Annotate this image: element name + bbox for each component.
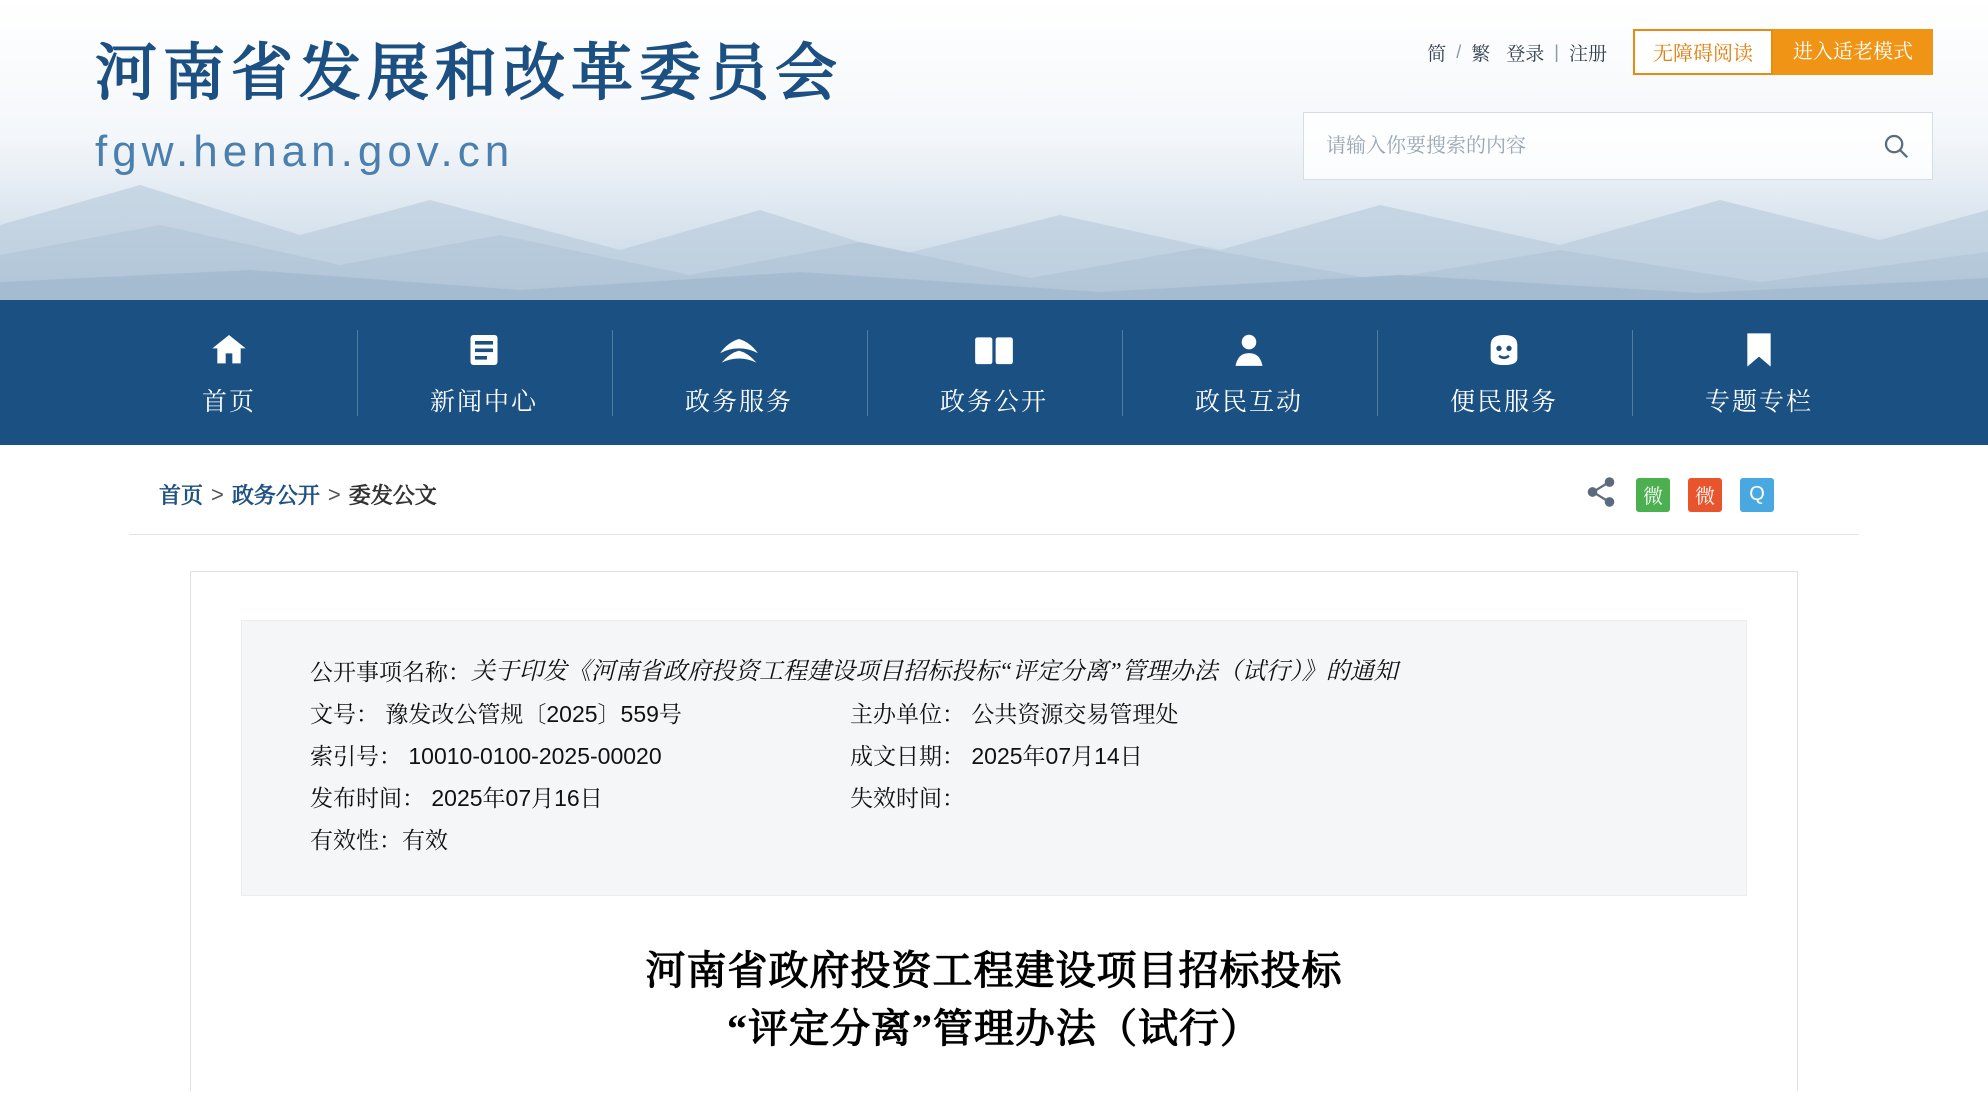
- nav-label-special-column: 专题专栏: [1704, 387, 1813, 416]
- meta-value-name: 关于印发《河南省政府投资工程建设项目招标投标“评定分离”管理办法（试行）》的通知: [471, 659, 1398, 685]
- doc-title-line-2: “评定分离”管理办法（试行）: [727, 1006, 1261, 1051]
- meta-label-written-date: 成文日期：: [850, 743, 965, 769]
- nav-label-gov-open: 政务公开: [939, 387, 1048, 416]
- smile-face-icon: [1484, 328, 1524, 372]
- meta-label-name: 公开事项名称：: [310, 659, 471, 685]
- meta-row-docno-host: [310, 693, 1678, 735]
- news-icon: [466, 328, 502, 372]
- meta-value-validity: 有效: [402, 827, 448, 853]
- open-book-icon: [972, 328, 1016, 372]
- share-wechat-icon[interactable]: 微: [1636, 478, 1670, 512]
- meta-label-expire: 失效时间：: [850, 785, 965, 811]
- elder-mode-button[interactable]: 进入适老模式: [1773, 29, 1933, 75]
- site-title: 河南省发展和改革委员会: [95, 39, 844, 108]
- nav-item-gov-service[interactable]: [612, 318, 867, 428]
- search-button[interactable]: [1860, 113, 1932, 179]
- breadcrumb-separator-2: >: [327, 481, 341, 507]
- meta-label-publish: 发布时间：: [310, 785, 425, 811]
- breadcrumb-item-home[interactable]: 首页: [159, 483, 204, 508]
- meta-cell-written-date: [850, 735, 1143, 777]
- meta-cell-doc-no: [310, 693, 850, 735]
- meta-value-host-unit: 公共资源交易管理处: [971, 701, 1179, 727]
- nav-item-gov-open[interactable]: [867, 318, 1122, 428]
- register-link[interactable]: 注册: [1568, 43, 1607, 65]
- site-domain: fgw.henan.gov.cn: [95, 126, 515, 176]
- utility-divider-2: |: [1554, 41, 1559, 62]
- nav-label-news: 新闻中心: [429, 387, 538, 416]
- breadcrumb: [129, 479, 437, 510]
- nav-item-interaction[interactable]: [1122, 318, 1377, 428]
- nav-item-home[interactable]: [102, 318, 357, 428]
- meta-row-index-written: [310, 735, 1678, 777]
- nav-label-convenience: 便民服务: [1449, 387, 1558, 416]
- meta-value-index: 10010-0100-2025-00020: [408, 743, 662, 769]
- site-logo[interactable]: [95, 35, 843, 177]
- meta-label-host-unit: 主办单位：: [850, 701, 965, 727]
- meta-label-doc-no: 文号：: [310, 701, 379, 727]
- nav-label-gov-service: 政务服务: [684, 387, 793, 416]
- top-utility-bar: [1419, 28, 1933, 76]
- nav-label-interaction: 政民互动: [1194, 387, 1303, 416]
- content-wrapper: [0, 535, 1988, 1091]
- meta-cell-expire: [850, 777, 965, 819]
- login-link[interactable]: 登录: [1506, 43, 1545, 65]
- doc-title-line-1: 河南省政府投资工程建设项目招标投标: [645, 948, 1343, 993]
- breadcrumb-item-gov-open[interactable]: 政务公开: [231, 483, 320, 508]
- breadcrumb-item-current: 委发公文: [348, 483, 437, 508]
- nav-label-home: 首页: [201, 387, 256, 416]
- meta-label-validity: 有效性：: [310, 827, 402, 853]
- meta-row-validity: [310, 819, 1678, 861]
- meta-value-doc-no: 豫发改公管规〔2025〕559号: [385, 701, 682, 727]
- meta-label-index: 索引号：: [310, 743, 402, 769]
- utility-divider-1: /: [1456, 41, 1462, 62]
- person-icon: [1230, 328, 1268, 372]
- share-qq-icon[interactable]: Q: [1740, 478, 1774, 512]
- article-meta-box: [241, 620, 1747, 896]
- breadcrumb-area: [0, 445, 1988, 535]
- breadcrumb-separator-1: >: [211, 481, 224, 507]
- meta-row-publish-expire: [310, 777, 1678, 819]
- meta-row-name: [310, 651, 1678, 693]
- home-icon: [209, 328, 249, 372]
- search-bar[interactable]: [1303, 112, 1933, 180]
- page-title: [241, 942, 1747, 1058]
- accessible-reading-button[interactable]: 无障碍阅读: [1633, 29, 1773, 75]
- share-weibo-icon[interactable]: 微: [1688, 478, 1722, 512]
- bookmark-icon: [1742, 328, 1776, 372]
- service-hands-icon: [717, 328, 761, 372]
- search-icon: [1881, 131, 1911, 161]
- search-input[interactable]: [1304, 113, 1860, 179]
- lang-simplified-link[interactable]: 简: [1427, 43, 1447, 65]
- lang-traditional-link[interactable]: 繁: [1471, 43, 1491, 65]
- meta-cell-publish: [310, 777, 850, 819]
- nav-item-convenience[interactable]: [1377, 318, 1632, 428]
- article-card: [190, 571, 1798, 1091]
- meta-value-publish: 2025年07月16日: [431, 785, 603, 811]
- meta-value-written-date: 2025年07月14日: [971, 743, 1143, 769]
- meta-cell-host-unit: [850, 693, 1178, 735]
- share-nodes-icon[interactable]: [1584, 475, 1618, 514]
- nav-item-news[interactable]: [357, 318, 612, 428]
- nav-item-special-column[interactable]: [1632, 318, 1887, 428]
- main-navigation: [0, 300, 1988, 445]
- site-banner: [0, 0, 1988, 300]
- share-area: [1584, 475, 1859, 514]
- meta-cell-index: [310, 735, 850, 777]
